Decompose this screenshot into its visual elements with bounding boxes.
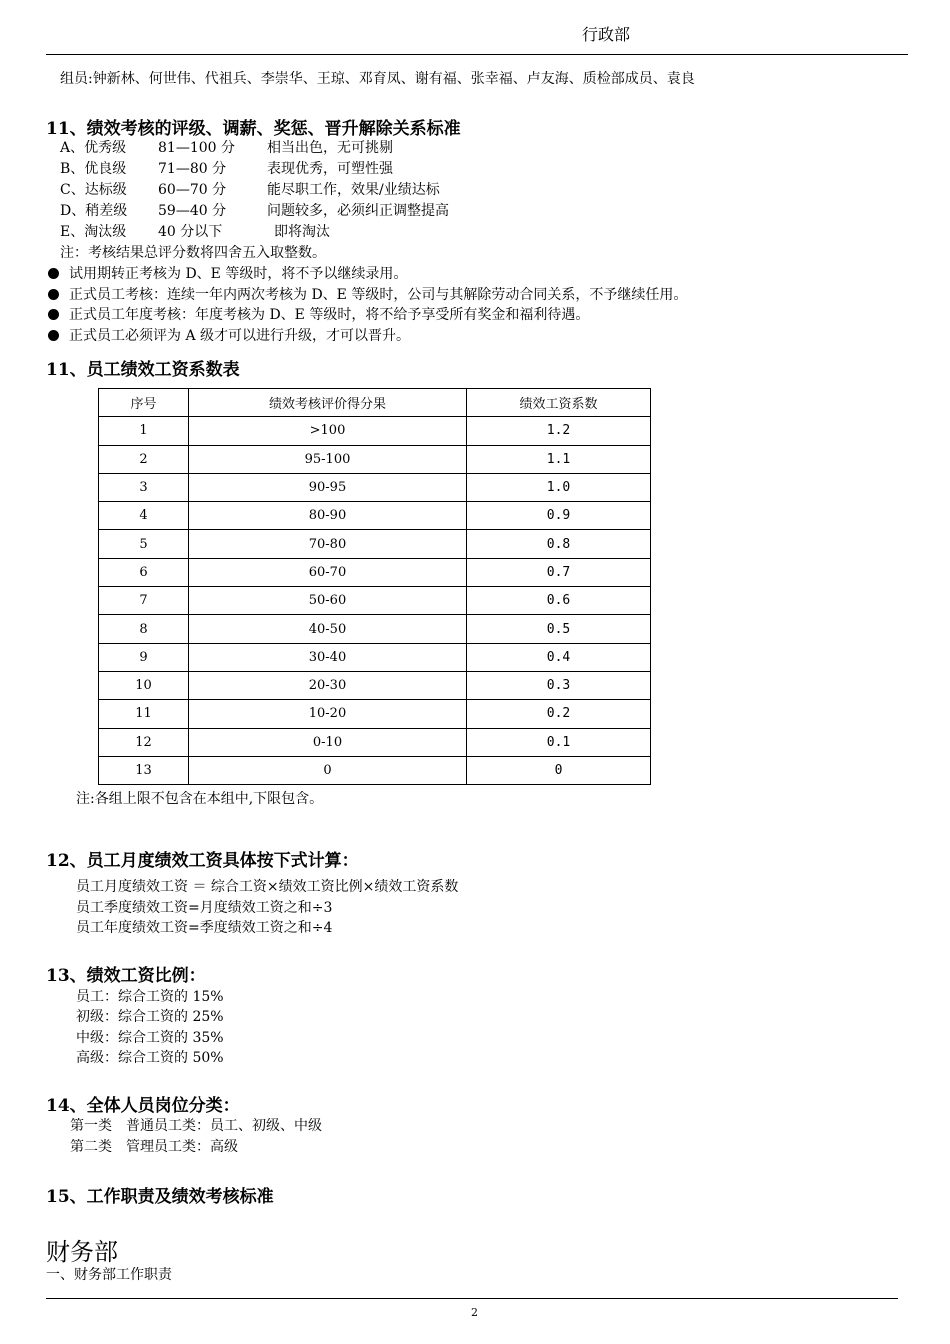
table-row — [99, 728, 651, 756]
table-row — [99, 700, 651, 728]
table-row — [99, 643, 651, 671]
cell-score: 70-80 — [189, 530, 467, 558]
table-row — [99, 587, 651, 615]
cell-score: 20-30 — [189, 671, 467, 699]
col-header-index: 序号 — [99, 389, 189, 417]
cell-score: 10-20 — [189, 700, 467, 728]
table-row — [99, 417, 651, 445]
rule-bullet: 正式员工必须评为 A 级才可以进行升级，才可以晋升。 — [48, 325, 410, 345]
cell-score: 80-90 — [189, 502, 467, 530]
rule-bullet: 正式员工考核：连续一年内两次考核为 D、E 等级时，公司与其解除劳动合同关系，不予继续任用。 — [48, 284, 687, 304]
cell-score: 0 — [189, 756, 467, 784]
category-line: 第二类 管理员工类：高级 — [70, 1139, 238, 1155]
table-row — [99, 502, 651, 530]
grade-level: C、达标级 — [60, 182, 127, 198]
bullet-dot-icon — [48, 330, 59, 341]
table-header-row — [99, 389, 651, 417]
cell-index: 12 — [99, 728, 189, 756]
rounding-note: 注：考核结果总评分数将四舍五入取整数。 — [60, 245, 326, 261]
page-number: 2 — [471, 1306, 478, 1319]
bullet-dot-icon — [48, 289, 59, 300]
section-15-title: 15、工作职责及绩效考核标准 — [46, 1187, 274, 1207]
ratio-line: 初级：综合工资的 25% — [76, 1009, 224, 1025]
cell-index: 2 — [99, 445, 189, 473]
cell-coefficient: 0.7 — [467, 558, 651, 586]
bullet-dot-icon — [48, 309, 59, 320]
cell-coefficient: 1.1 — [467, 445, 651, 473]
cell-coefficient: 0.3 — [467, 671, 651, 699]
cell-score: 95-100 — [189, 445, 467, 473]
footer-rule — [46, 1298, 898, 1299]
table-row — [99, 445, 651, 473]
section-14-title: 14、全体人员岗位分类： — [46, 1096, 240, 1116]
grade-desc: 能尽职工作，效果/业绩达标 — [267, 182, 440, 198]
ratio-line: 员工：综合工资的 15% — [76, 989, 224, 1005]
grade-range: 40 分以下 — [158, 224, 223, 240]
grade-desc: 相当出色，无可挑剔 — [267, 140, 393, 156]
table-row — [99, 530, 651, 558]
finance-subtitle: 一、财务部工作职责 — [46, 1267, 172, 1283]
cell-index: 10 — [99, 671, 189, 699]
cell-index: 9 — [99, 643, 189, 671]
cell-index: 13 — [99, 756, 189, 784]
grade-desc: 表现优秀，可塑性强 — [267, 161, 393, 177]
section-12-title: 12、员工月度绩效工资具体按下式计算： — [46, 851, 359, 871]
cell-coefficient: 1.0 — [467, 473, 651, 501]
cell-coefficient: 0.1 — [467, 728, 651, 756]
grade-range: 81—100 分 — [158, 140, 235, 156]
finance-dept-title: 财务部 — [46, 1238, 118, 1266]
formula-line: 员工年度绩效工资=季度绩效工资之和÷4 — [76, 920, 333, 936]
table-row — [99, 558, 651, 586]
cell-score: 40-50 — [189, 615, 467, 643]
grade-level: A、优秀级 — [60, 140, 127, 156]
bullet-dot-icon — [48, 268, 59, 279]
cell-coefficient: 0.2 — [467, 700, 651, 728]
cell-coefficient: 0.9 — [467, 502, 651, 530]
formula-line: 员工季度绩效工资=月度绩效工资之和÷3 — [76, 900, 333, 916]
section-11b-title: 11、员工绩效工资系数表 — [46, 360, 240, 380]
header-rule — [46, 54, 908, 55]
grade-desc: 即将淘汰 — [274, 224, 330, 240]
section-11a-title: 11、绩效考核的评级、调薪、奖惩、晋升解除关系标准 — [46, 119, 461, 139]
col-header-score: 绩效考核评价得分果 — [189, 389, 467, 417]
grade-level: D、稍差级 — [60, 203, 128, 219]
cell-index: 8 — [99, 615, 189, 643]
cell-index: 3 — [99, 473, 189, 501]
formula-line: 员工月度绩效工资 ＝ 综合工资×绩效工资比例×绩效工资系数 — [76, 879, 459, 895]
cell-score: 30-40 — [189, 643, 467, 671]
cell-score: >100 — [189, 417, 467, 445]
cell-score: 90-95 — [189, 473, 467, 501]
cell-coefficient: 0.6 — [467, 587, 651, 615]
rule-bullet: 试用期转正考核为 D、E 等级时，将不予以继续录用。 — [48, 263, 407, 283]
grade-range: 71—80 分 — [158, 161, 227, 177]
category-line: 第一类 普通员工类：员工、初级、中级 — [70, 1118, 322, 1134]
header-dept: 行政部 — [582, 25, 631, 44]
cell-index: 11 — [99, 700, 189, 728]
cell-index: 6 — [99, 558, 189, 586]
cell-index: 5 — [99, 530, 189, 558]
grade-level: B、优良级 — [60, 161, 127, 177]
cell-coefficient: 0.5 — [467, 615, 651, 643]
grade-range: 60—70 分 — [158, 182, 227, 198]
table-row — [99, 473, 651, 501]
table-row — [99, 756, 651, 784]
col-header-coefficient: 绩效工资系数 — [467, 389, 651, 417]
cell-coefficient: 0.8 — [467, 530, 651, 558]
cell-index: 4 — [99, 502, 189, 530]
cell-coefficient: 0 — [467, 756, 651, 784]
cell-score: 0-10 — [189, 728, 467, 756]
coefficient-table — [98, 388, 651, 785]
table-row — [99, 671, 651, 699]
table-note: 注:各组上限不包含在本组中,下限包含。 — [76, 791, 324, 807]
ratio-line: 高级：综合工资的 50% — [76, 1050, 224, 1066]
grade-level: E、淘汰级 — [60, 224, 127, 240]
cell-coefficient: 1.2 — [467, 417, 651, 445]
cell-index: 7 — [99, 587, 189, 615]
grade-range: 59—40 分 — [158, 203, 227, 219]
cell-score: 50-60 — [189, 587, 467, 615]
group-members: 组员:钟新林、何世伟、代祖兵、李崇华、王琼、邓育凤、谢有福、张幸福、卢友海、质检部成员、袁良 — [60, 71, 695, 87]
table-row — [99, 615, 651, 643]
section-13-title: 13、绩效工资比例： — [46, 966, 206, 986]
cell-coefficient: 0.4 — [467, 643, 651, 671]
cell-score: 60-70 — [189, 558, 467, 586]
grade-desc: 问题较多，必须纠正调整提高 — [267, 203, 449, 219]
cell-index: 1 — [99, 417, 189, 445]
rule-bullet: 正式员工年度考核：年度考核为 D、E 等级时，将不给予享受所有奖金和福利待遇。 — [48, 304, 589, 324]
ratio-line: 中级：综合工资的 35% — [76, 1030, 224, 1046]
